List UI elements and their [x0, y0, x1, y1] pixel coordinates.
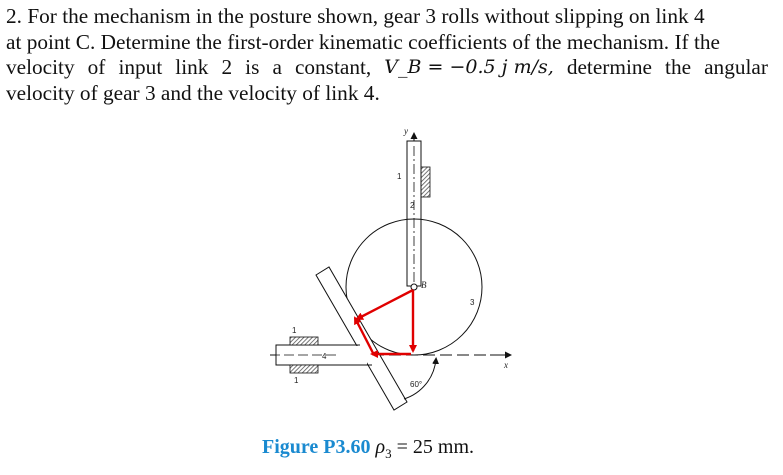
y-axis-label: y: [404, 126, 408, 136]
red-arrow-b-to-c: [357, 290, 413, 319]
caption-rho-subscript: 3: [385, 446, 392, 461]
gear-3-label: 3: [470, 298, 475, 307]
velocity-expression: V_B = −0.5 j m/s,: [384, 56, 554, 78]
ground-left-top-label: 1: [292, 326, 297, 335]
link-2-label: 2: [410, 201, 415, 210]
x-axis-label: x: [504, 360, 508, 370]
problem-line-2: at point C. Determine the first-order kinematic coefficients of the mechanism. If the: [6, 29, 720, 54]
link-4-label: 4: [322, 352, 327, 361]
ground-left-bottom-label: 1: [294, 376, 299, 385]
y-axis: [403, 126, 414, 142]
point-b-label: B: [421, 280, 427, 290]
angle-label: 60°: [410, 380, 423, 389]
figure-caption: [262, 436, 474, 462]
link-2: [407, 141, 421, 286]
ground-top-label: 1: [397, 172, 402, 181]
caption-rho: ρ: [375, 436, 386, 458]
problem-line-3: velocity of input link 2 is a constant, V_B = −0.5 j m/s, determine the angular: [6, 55, 768, 79]
angle-marker: [404, 359, 436, 399]
problem-line-1: 2. For the mechanism in the posture shown, gear 3 rolls without slipping on link 4: [6, 4, 705, 28]
caption-value: = 25 mm.: [396, 436, 475, 458]
problem-line-4: velocity of gear 3 and the velocity of link 4.: [6, 80, 380, 105]
figure-caption-label: Figure P3.60: [262, 436, 371, 458]
